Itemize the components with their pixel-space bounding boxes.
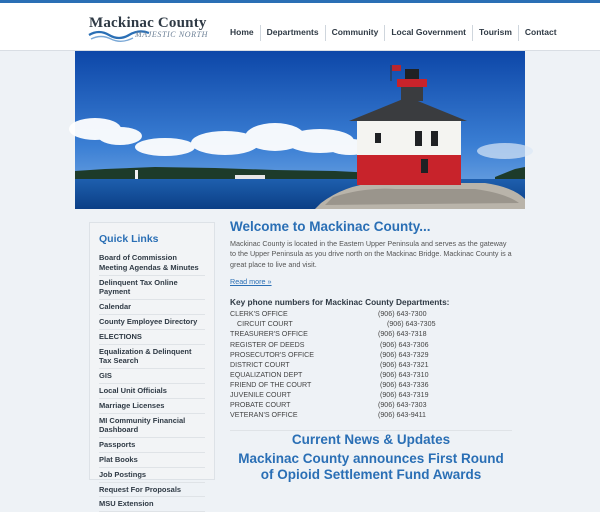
nav-local-government[interactable]: Local Government: [384, 25, 472, 41]
news-headline-link[interactable]: Mackinac County announces First Round of Opioid Settlement Fund Awards: [238, 451, 504, 482]
nav-contact[interactable]: Contact: [518, 25, 563, 41]
phone-dept: FRIEND OF THE COURT: [230, 380, 312, 389]
quick-link-msu-extension[interactable]: MSU Extension: [99, 497, 205, 512]
phone-dept: TREASURER'S OFFICE: [230, 330, 308, 339]
quick-link-tax-search[interactable]: Equalization & Delinquent Tax Search: [99, 345, 205, 370]
welcome-title: Welcome to Mackinac County...: [230, 219, 431, 234]
phone-dept: DISTRICT COURT: [230, 360, 290, 369]
quick-link-job-postings[interactable]: Job Postings: [99, 468, 205, 483]
phone-number: (906) 643-7305: [387, 320, 436, 329]
phone-number: (906) 643-7303: [378, 401, 427, 410]
read-more-link[interactable]: Read more »: [230, 277, 272, 287]
phone-number: (906) 643-7321: [380, 360, 429, 369]
quick-link-board-minutes[interactable]: Board of Commission Meeting Agendas & Minutes: [99, 251, 205, 276]
welcome-intro: Mackinac County is located in the Eastern Upper Peninsula and serves as the gateway to the Upper Peninsula as you drive north on the Mackinac Bridge. Mackinac County is a great place to live and visit.: [230, 239, 512, 269]
phone-row: [230, 371, 512, 381]
quick-link-marriage-licenses[interactable]: Marriage Licenses: [99, 399, 205, 414]
phone-dept: REGISTER OF DEEDS: [230, 340, 305, 349]
quick-link-financial-dashboard[interactable]: MI Community Financial Dashboard: [99, 414, 205, 439]
phone-dept: PROBATE COURT: [230, 401, 291, 410]
phone-row: [230, 341, 512, 351]
phone-row: [230, 381, 512, 391]
phone-dept: CIRCUIT COURT: [237, 320, 293, 329]
phone-row: [230, 310, 512, 320]
phone-dept: CLERK'S OFFICE: [230, 310, 288, 319]
news-section-title: Current News & Updates: [291, 432, 451, 447]
phones-title: Key phone numbers for Mackinac County Departments:: [230, 297, 450, 308]
phone-row: [230, 330, 512, 340]
main-nav: [224, 25, 563, 41]
phone-row: [230, 401, 512, 411]
hero-image: [75, 51, 525, 209]
quick-links-title: Quick Links: [99, 233, 159, 245]
quick-link-tax-payment[interactable]: Delinquent Tax Online Payment: [99, 276, 205, 301]
phone-dept: PROSECUTOR'S OFFICE: [230, 350, 314, 359]
phone-number: (906) 643-7300: [378, 310, 427, 319]
phone-list: [230, 310, 512, 421]
phone-dept: JUVENILE COURT: [230, 390, 291, 399]
quick-link-local-officials[interactable]: Local Unit Officials: [99, 384, 205, 399]
logo-tagline: MAJESTIC NORTH: [135, 30, 209, 39]
quick-link-elections[interactable]: ELECTIONS: [99, 330, 205, 345]
phone-dept: VETERAN'S OFFICE: [230, 411, 298, 420]
phone-row: [230, 351, 512, 361]
phone-number: (906) 643-7306: [380, 340, 429, 349]
quick-link-gis[interactable]: GIS: [99, 369, 205, 384]
phone-row: [230, 411, 512, 421]
lighthouse-scene: [75, 51, 525, 209]
quick-link-calendar[interactable]: Calendar: [99, 300, 205, 315]
quick-link-passports[interactable]: Passports: [99, 438, 205, 453]
nav-tourism[interactable]: Tourism: [472, 25, 518, 41]
phone-number: (906) 643-7319: [380, 390, 429, 399]
phone-row: [230, 320, 512, 330]
nav-community[interactable]: Community: [325, 25, 385, 41]
phone-number: (906) 643-7336: [380, 380, 429, 389]
nav-home[interactable]: Home: [230, 27, 254, 37]
phone-row: [230, 391, 512, 401]
quick-link-proposals[interactable]: Request For Proposals: [99, 483, 205, 498]
phone-number: (906) 643-9411: [378, 411, 426, 420]
phone-number: (906) 643-7318: [378, 330, 427, 339]
quick-links-panel: [89, 222, 215, 509]
site-logo[interactable]: [89, 15, 219, 45]
phone-number: (906) 643-7329: [380, 350, 429, 359]
logo-title: Mackinac County: [89, 15, 207, 31]
main-content: [230, 219, 512, 431]
phone-number: (906) 643-7310: [380, 370, 429, 379]
site-header: [0, 3, 600, 51]
quick-link-employee-directory[interactable]: County Employee Directory: [99, 315, 205, 330]
phone-dept: EQUALIZATION DEPT: [230, 370, 303, 379]
nav-departments[interactable]: Departments: [260, 25, 325, 41]
quick-link-plat-books[interactable]: Plat Books: [99, 453, 205, 468]
phone-row: [230, 361, 512, 371]
